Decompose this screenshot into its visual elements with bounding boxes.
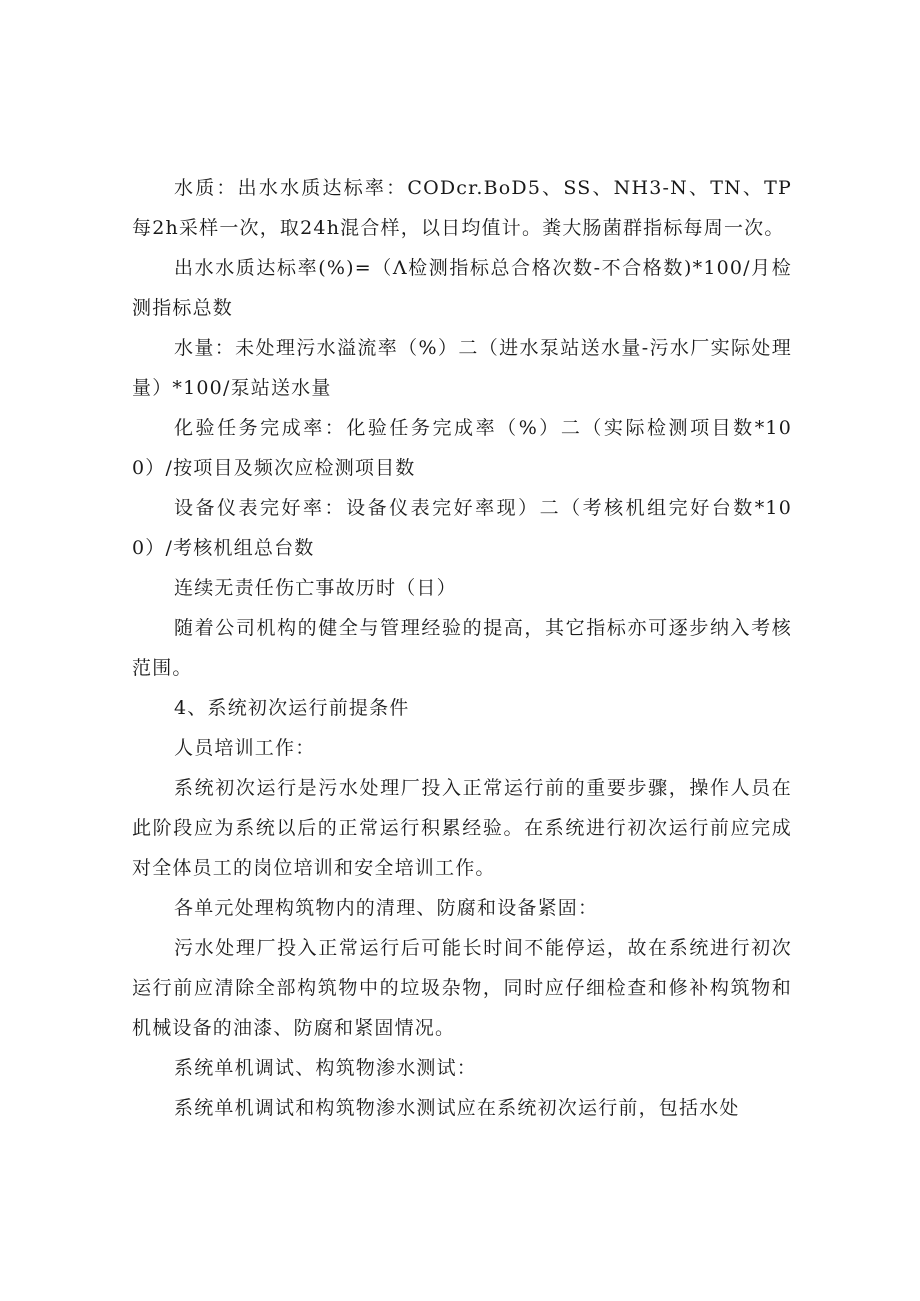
paragraph-lab-task-rate: 化验任务完成率：化验任务完成率（%）二（实际检测项目数*100）/按项目及频次应检测项目数 bbox=[132, 417, 792, 479]
paragraph-staff-training: 系统初次运行是污水处理厂投入正常运行前的重要步骤，操作人员在此阶段应为系统以后的正常运行积累经验。在系统进行初次运行前应完成对全体员工的岗位培训和安全培训工作。 bbox=[132, 777, 792, 879]
paragraph-safety-days: 连续无责任伤亡事故历时（日） bbox=[174, 577, 457, 599]
paragraph-commissioning-leak-test: 系统单机调试和构筑物渗水测试应在系统初次运行前，包括水处 bbox=[174, 1097, 740, 1119]
paragraph-effluent-compliance-formula: 出水水质达标率(%)=（Λ检测指标总合格次数-不合格数)*100/月检测指标总数 bbox=[132, 257, 792, 319]
document-body bbox=[132, 168, 792, 1128]
paragraph-other-indicators: 随着公司机构的健全与管理经验的提高，其它指标亦可逐步纳入考核范围。 bbox=[132, 617, 792, 679]
subheading-cleaning-anticorrosion: 各单元处理构筑物内的清理、防腐和设备紧固： bbox=[174, 897, 599, 919]
subheading-commissioning-leak-test: 系统单机调试、构筑物渗水测试： bbox=[174, 1057, 478, 1079]
subheading-staff-training: 人员培训工作： bbox=[174, 737, 316, 759]
paragraph-cleaning-anticorrosion: 污水处理厂投入正常运行后可能长时间不能停运，故在系统进行初次运行前应清除全部构筑物中的垃圾杂物，同时应仔细检查和修补构筑物和机械设备的油漆、防腐和紧固情况。 bbox=[132, 937, 792, 1039]
paragraph-equipment-rate: 设备仪表完好率：设备仪表完好率现）二（考核机组完好台数*100）/考核机组总台数 bbox=[132, 497, 792, 559]
paragraph-water-volume: 水量：未处理污水溢流率（%）二（进水泵站送水量-污水厂实际处理量）*100/泵站送水量 bbox=[132, 337, 792, 399]
section-heading-preconditions: 4、系统初次运行前提条件 bbox=[174, 697, 410, 719]
paragraph-water-quality: 水质：出水水质达标率：CODcr.BoD5、SS、NH3-N、TN、TP每2h采样一次，取24h混合样，以日均值计。粪大肠菌群指标每周一次。 bbox=[132, 177, 792, 239]
